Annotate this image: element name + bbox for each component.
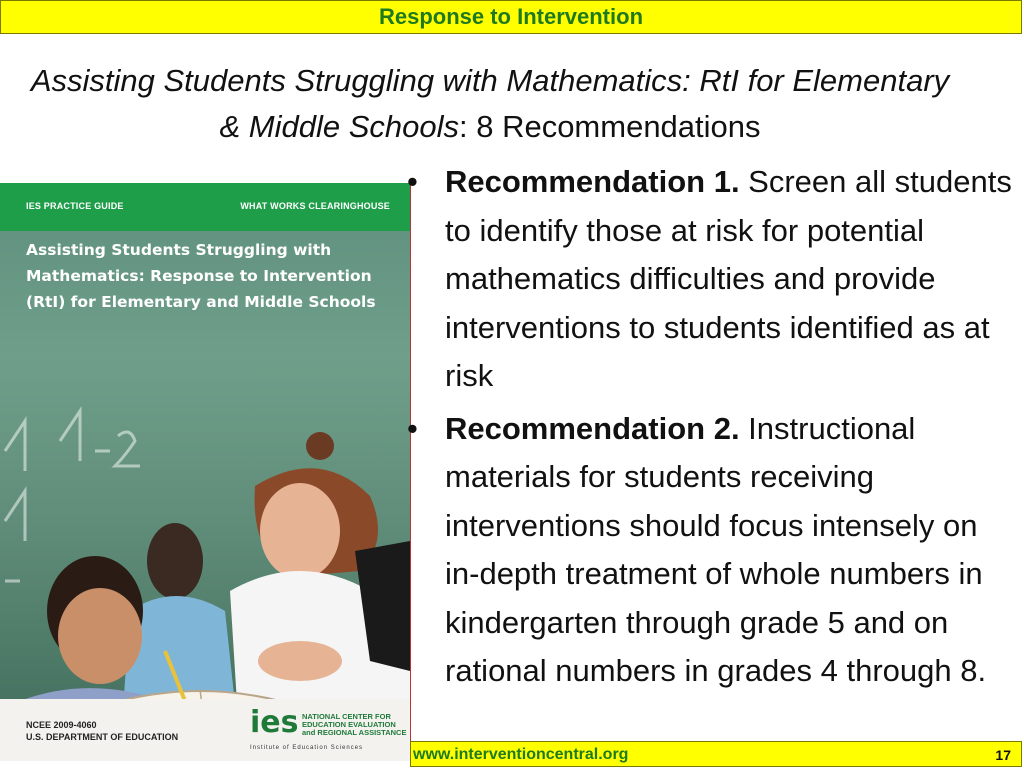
bullet-icon: • <box>407 410 418 446</box>
recommendation-text: Screen all students to identify those at risk for potential mathematics difficulties and provide interventions to students identified as at risk <box>445 164 1012 393</box>
slide-title-suffix: : 8 Recommendations <box>458 109 761 144</box>
cover-publisher <box>26 719 178 743</box>
recommendation-text: Instructional materials for students receiving interventions should focus intensely on in-depth treatment of whole numbers in kindergarten through grade 5 and on rational numbers in grades 4 through 8. <box>445 410 987 688</box>
chalk-marks <box>5 411 140 581</box>
list-item <box>405 158 1020 401</box>
cover-band-right: WHAT WORKS CLEARINGHOUSE <box>240 201 390 211</box>
slide-title <box>0 58 980 150</box>
footer-bar <box>410 741 1022 767</box>
page-number: 17 <box>995 747 1011 763</box>
header-title: Response to Intervention <box>378 4 644 29</box>
cover-title-line1: Assisting Students Struggling with <box>26 241 332 259</box>
bullet-icon: • <box>407 164 418 199</box>
cover-photo-illustration <box>0 231 410 751</box>
guide-cover-image <box>0 183 411 761</box>
cover-department: U.S. DEPARTMENT OF EDUCATION <box>26 732 179 742</box>
list-item <box>405 405 1020 696</box>
slide-title-line2: & Middle Schools <box>219 109 459 144</box>
ies-institute-name: Institute of Education Sciences <box>250 745 364 751</box>
recommendation-label: Recommendation 2. <box>445 410 740 446</box>
slide-title-line1: Assisting Students Struggling with Mathematics: RtI for Elementary <box>30 63 950 98</box>
cover-title-line2: Mathematics: Response to Intervention <box>26 267 372 285</box>
footer-url-link[interactable]: www.interventioncentral.org <box>413 746 629 763</box>
cover-band <box>0 183 410 231</box>
ies-logo: ies <box>250 705 299 740</box>
header-bar <box>0 0 1022 34</box>
recommendation-label: Recommendation 1. <box>445 164 740 199</box>
cover-footer <box>0 699 410 761</box>
recommendation-list <box>405 158 1020 700</box>
ies-center-name: NATIONAL CENTER FOR EDUCATION EVALUATION and REGIONAL ASSISTANCE <box>302 712 407 737</box>
cover-title-line3: (RtI) for Elementary and Middle Schools <box>26 293 376 311</box>
cover-band-left: IES PRACTICE GUIDE <box>26 201 124 211</box>
cover-ncee-number: NCEE 2009-4060 <box>26 720 97 730</box>
